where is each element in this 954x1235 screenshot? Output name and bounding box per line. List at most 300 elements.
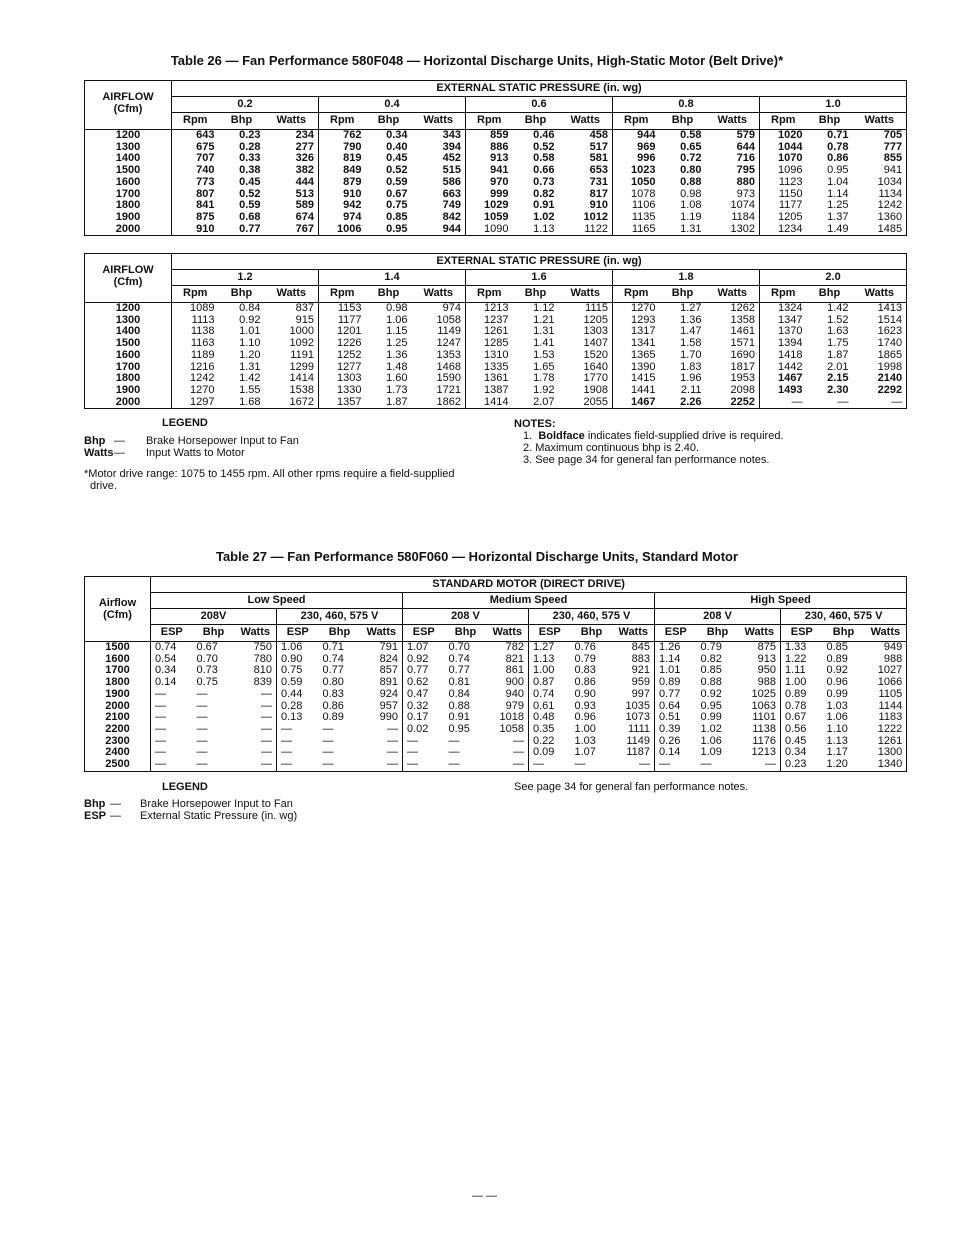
bhp-value: 0.46 [533,129,555,141]
table26-title: Table 26 — Fan Performance 580F048 — Horizontal Discharge Units, High-Static Motor (Belt Drive)* [170,53,784,68]
column-label: Rpm [319,113,366,130]
watts-value: — [361,747,403,759]
watts-value: — [487,736,529,748]
esp-value: 0.34 [155,664,177,677]
table27-note: See page 34 for general fan performance notes. [514,781,749,793]
bhp-value: 0.92 [700,687,722,700]
bhp-value: 0.84 [239,302,261,314]
rpm-value: 1347 [778,313,803,326]
esp-value: 1.07 [407,641,429,653]
bhp-value: 0.89 [826,652,848,665]
watts-value: 1571 [706,338,760,350]
rpm-value: 1050 [631,175,656,188]
bhp-value: 0.74 [448,652,470,665]
watts-value: 586 [412,177,466,189]
watts-value: — [235,712,277,724]
rpm-value: 1330 [337,383,362,396]
airflow-unit: (Cfm) [103,609,132,621]
watts-value: 1034 [877,175,903,188]
watts-value: 1191 [265,350,319,362]
rpm-value: 773 [196,175,215,188]
airflow-value: 1500 [85,165,172,177]
esp-value: 0.26 [659,734,681,747]
bhp-value: — [448,758,460,771]
airflow-label: AIRFLOW [102,91,154,103]
esp-value: 0.34 [785,746,807,759]
rpm-value: 969 [637,140,656,153]
column-label: Watts [853,113,907,130]
header-row [85,254,907,270]
column-label: Bhp [319,625,361,642]
bhp-value: 1.10 [826,722,848,735]
bhp-value: 0.66 [533,164,555,177]
esp-value: 0.90 [281,652,303,665]
watts-value: 2252 [706,397,760,409]
esp-value: 0.61 [533,699,555,712]
watts-value: 861 [487,665,529,677]
bhp-value: 1.37 [827,210,849,223]
column-label: Watts [487,625,529,642]
speed-row [85,593,907,609]
watts-value: 1027 [877,664,903,677]
rpm-value: 1096 [778,164,803,177]
bhp-value: 1.47 [680,325,702,338]
airflow-value: 1800 [85,373,172,385]
esp-value: — [155,699,166,712]
bhp-value: — [196,711,208,724]
bhp-value: 0.84 [448,687,470,700]
table-row [85,759,907,771]
rpm-value: 913 [490,152,509,165]
esp-value: — [155,734,166,747]
watts-value: 1865 [877,348,903,361]
rpm-value: 1213 [484,302,509,314]
bhp-value: — [448,746,460,759]
bhp-value: 1.02 [700,722,722,735]
watts-value: 1262 [706,303,760,315]
rpm-value: 1390 [631,360,656,373]
bhp-value: — [196,746,208,759]
bhp-value: 0.77 [322,664,344,677]
bhp-value: 2.01 [827,360,849,373]
airflow-label: AIRFLOW [102,264,154,276]
bhp-value: 1.04 [827,175,849,188]
pressure-row [85,97,907,113]
pressure-row [85,270,907,286]
watts-value: 855 [883,152,903,165]
esp-value: 0.17 [407,711,429,724]
bhp-value: 1.27 [680,302,702,314]
watts-value: — [739,759,781,771]
column-label: Bhp [445,625,487,642]
esp-value: 1.00 [785,676,807,689]
rpm-value: 1059 [484,210,509,223]
watts-value: 777 [883,140,903,153]
bhp-value: — [837,395,849,408]
rpm-value: 841 [196,199,215,212]
watts-value: — [361,724,403,736]
watts-value: 1640 [559,362,613,374]
rpm-value: 1277 [337,360,362,373]
rpm-value: 942 [343,199,362,212]
watts-value: 277 [265,142,319,154]
watts-value: 458 [559,130,613,142]
table27 [84,576,907,772]
watts-value: 1485 [877,222,903,235]
column-label: Rpm [613,286,660,303]
pressure-header: 0.8 [613,97,760,113]
watts-value: 949 [883,641,903,653]
watts-value: 915 [265,315,319,327]
rpm-value: 1252 [337,348,362,361]
bhp-value: 1.25 [827,199,849,212]
watts-value: 1122 [559,224,613,236]
bhp-value: 0.95 [700,699,722,712]
watts-value: 515 [412,165,466,177]
esp-value: 1.14 [659,652,681,665]
esp-value: — [659,758,670,771]
bhp-value: — [322,722,334,735]
pressure-header: 1.4 [319,270,466,286]
column-label: Bhp [660,286,706,303]
watts-value: 1770 [559,373,613,385]
bhp-value: 1.20 [826,758,848,771]
watts-value: 1299 [265,362,319,374]
watts-value: 1101 [739,712,781,724]
esp-value: — [155,722,166,735]
column-label: Rpm [613,113,660,130]
voltage-row [85,609,907,625]
table26-legend [84,435,384,459]
rpm-value: 1150 [778,187,803,200]
bhp-value: 1.14 [827,187,849,200]
bhp-value: 0.93 [574,699,596,712]
bhp-value: 0.85 [386,210,408,223]
rpm-value: 1324 [778,302,803,314]
bhp-value: 0.71 [827,129,849,141]
airflow-value: 1900 [85,689,151,701]
bhp-value: 0.38 [239,164,261,177]
column-label: Rpm [760,286,807,303]
bhp-value: 0.98 [386,302,408,314]
watts-value: 1213 [739,747,781,759]
bhp-value: 1.73 [386,383,408,396]
bhp-value: 1.17 [826,746,848,759]
watts-value: 979 [487,701,529,713]
bhp-value: 1.00 [574,722,596,735]
bhp-value: — [322,734,334,747]
esp-value: — [155,687,166,700]
rpm-value: 1020 [778,129,803,141]
rpm-value: 1415 [631,372,656,385]
watts-value: 1340 [877,758,903,771]
airflow-value: 2500 [85,759,151,771]
bhp-value: 1.02 [533,210,555,223]
bhp-value: 0.83 [574,664,596,677]
watts-value: — [487,747,529,759]
watts-value: — [361,759,403,771]
bhp-value: 0.99 [700,711,722,724]
bhp-value: 0.75 [196,676,218,689]
watts-value: 1105 [878,687,903,700]
column-label: Rpm [172,286,219,303]
watts-value: 1862 [412,397,466,409]
rpm-value: 807 [196,187,215,200]
rpm-value: 1394 [778,337,803,350]
bhp-value: 0.99 [826,687,848,700]
watts-value: 1461 [706,326,760,338]
bhp-value: 2.11 [680,383,702,396]
airflow-value: 1700 [85,665,151,677]
airflow-value: 2000 [85,701,151,713]
airflow-value: 2000 [85,397,172,409]
watts-value: 1407 [559,338,613,350]
watts-value: 1092 [265,338,319,350]
watts-value: 1058 [412,315,466,327]
esp-value: 0.47 [407,687,429,700]
bhp-value: 0.52 [386,164,408,177]
watts-value: 2055 [559,397,613,409]
column-label: Rpm [760,113,807,130]
pressure-header: 1.0 [760,97,907,113]
bhp-value: 0.67 [386,187,408,200]
esp-value: 0.64 [659,699,681,712]
watts-value: 234 [265,130,319,142]
esp-value: 0.28 [281,699,303,712]
watts-value: 891 [361,677,403,689]
watts-value: 900 [487,677,529,689]
rpm-value: 1106 [631,199,656,212]
column-label: ESP [403,625,445,642]
bhp-value: 0.58 [680,129,702,141]
table27-legend [84,798,384,822]
bhp-value: — [196,687,208,700]
table27-title: Table 27 — Fan Performance 580F060 — Horizontal Discharge Units, Standard Motor [215,549,739,564]
esp-value: 0.14 [659,746,681,759]
airflow-value: 1300 [85,142,172,154]
table26-block2 [84,253,907,409]
bhp-value: 0.70 [196,652,218,665]
bhp-value: 0.75 [386,199,408,212]
bhp-value: 1.68 [239,395,261,408]
bhp-value: 0.92 [239,313,261,326]
bhp-value: 0.65 [680,140,702,153]
bhp-value: 0.96 [826,676,848,689]
watts-value: 653 [559,165,613,177]
esp-value: — [533,758,544,771]
column-label: Watts [361,625,403,642]
watts-value: 517 [559,142,613,154]
bhp-value: 0.70 [448,641,470,653]
rpm-value: 740 [196,164,215,177]
watts-value: 1520 [559,350,613,362]
bhp-value: 2.07 [533,395,555,408]
airflow-value: 2000 [85,224,172,236]
bhp-value: 0.96 [574,711,596,724]
rpm-value: 875 [196,210,215,223]
watts-value: 990 [361,712,403,724]
bhp-value: 0.33 [239,152,261,165]
esp-value: — [281,722,292,735]
rpm-value: 1261 [484,325,509,338]
watts-value: 1261 [877,734,903,747]
rpm-value: 1205 [778,210,803,223]
watts-value: — [235,747,277,759]
table26-block1 [84,80,907,236]
table27-legend-heading: LEGEND [162,781,208,793]
table-row [85,224,907,236]
watts-value: 791 [361,642,403,654]
column-label: Rpm [466,113,513,130]
rpm-value: 974 [343,210,362,223]
watts-value: 767 [265,224,319,236]
rpm-value: 1237 [484,313,509,326]
esp-value: 1.13 [533,652,555,665]
watts-value: 780 [235,654,277,666]
rpm-value: 1078 [631,187,656,200]
bhp-value: 1.08 [680,199,702,212]
watts-value: 1035 [613,701,655,713]
watts-value: 988 [883,652,903,665]
pressure-header: 1.2 [172,270,319,286]
column-label: Watts [412,286,466,303]
table-row [85,736,907,748]
column-label: Bhp [193,625,235,642]
watts-value: 1018 [487,712,529,724]
voltage-header: 208 V [403,609,529,625]
airflow-value: 2300 [85,736,151,748]
watts-value: 1111 [613,724,655,736]
watts-value: 2292 [877,383,903,396]
voltage-header: 208V [151,609,277,625]
bhp-value: 0.73 [196,664,218,677]
watts-value: 988 [739,677,781,689]
bhp-value: 0.40 [386,140,408,153]
watts-value: 1468 [412,362,466,374]
watts-value: 1149 [412,326,466,338]
bhp-value: 0.59 [239,199,261,212]
airflow-value: 1300 [85,315,172,327]
bhp-value: — [196,734,208,747]
rpm-value: 1177 [337,313,362,326]
legend-item-watts: Watts— Input Watts to Motor [84,447,245,459]
bhp-value: 0.91 [533,199,555,212]
bhp-value: 1.53 [533,348,555,361]
watts-value: 1138 [739,724,781,736]
column-label-row [85,113,907,130]
column-label: Rpm [466,286,513,303]
bhp-value: 1.55 [239,383,261,396]
watts-value: 1247 [412,338,466,350]
column-label: Watts [265,286,319,303]
bhp-value: 0.23 [239,129,261,141]
watts-value: 795 [706,165,760,177]
rpm-value: 1317 [631,325,656,338]
rpm-value: 819 [343,152,362,165]
airflow-value: 1400 [85,153,172,165]
rpm-value: 1361 [484,372,509,385]
rpm-value: 879 [343,175,362,188]
bhp-value: 0.85 [700,664,722,677]
esp-value: 0.87 [533,676,555,689]
watts-value: 1623 [877,325,903,338]
bhp-value: 0.88 [700,676,722,689]
rpm-value: 1163 [190,337,215,350]
rpm-value: 910 [343,187,362,200]
rpm-value: 1226 [337,337,362,350]
bhp-value: — [574,758,586,771]
rpm-value: — [791,395,803,408]
watts-value: — [361,736,403,748]
esp-value: — [155,758,166,771]
bhp-value: 1.31 [533,325,555,338]
esp-value: — [281,758,292,771]
watts-value: 444 [265,177,319,189]
esp-value: 1.27 [533,641,555,653]
rpm-value: 1341 [631,337,656,350]
legend-item-bhp: Bhp — Brake Horsepower Input to Fan [84,435,299,447]
airflow-value: 1600 [85,350,172,362]
esp-value: — [407,758,418,771]
rpm-value: 1070 [778,152,803,165]
watts-value: 750 [235,642,277,654]
watts-value: 941 [883,164,903,177]
airflow-value: 1500 [85,642,151,654]
bhp-value: — [196,699,208,712]
watts-value: 1115 [559,303,613,315]
airflow-value: 1500 [85,338,172,350]
watts-value: — [891,395,903,408]
bhp-value: 1.06 [826,711,848,724]
column-label: Watts [559,286,613,303]
bhp-value: 0.58 [533,152,555,165]
table26-footnote: *Motor drive range: 1075 to 1455 rpm. All other rpms require a field-supplied drive. [84,468,455,492]
watts-value: 1998 [877,360,903,373]
voltage-header: 230, 460, 575 V [529,609,655,625]
bhp-value: 0.28 [239,140,261,153]
watts-value: 1353 [412,350,466,362]
esp-header: EXTERNAL STATIC PRESSURE (in. wg) [172,81,907,97]
table26-notes: NOTES: 1. Boldface indicates field-supplied drive is required. 2. Maximum continuous bhp is 2.40. 3. See page 34 for general fan performance notes. [514,418,784,466]
rpm-value: 1153 [337,302,362,314]
esp-value: 0.75 [281,664,303,677]
watts-value: 1590 [412,373,466,385]
rpm-value: 1090 [484,222,509,235]
rpm-value: 1414 [484,395,509,408]
rpm-value: 1029 [484,199,509,212]
bhp-value: 1.03 [826,699,848,712]
esp-value: 0.39 [659,722,681,735]
bhp-value: 0.79 [574,652,596,665]
bhp-value: 0.74 [322,652,344,665]
column-label-row [85,286,907,303]
bhp-value: 1.15 [386,325,408,338]
table-row [85,747,907,759]
esp-value: 0.45 [785,734,807,747]
column-label: Rpm [172,113,219,130]
bhp-value: 0.67 [196,641,218,653]
bhp-value: 2.30 [827,383,849,396]
watts-value: 1414 [265,373,319,385]
airflow-unit: (Cfm) [113,103,143,115]
bhp-value: 1.07 [574,746,596,759]
bhp-value: 1.96 [680,372,702,385]
bhp-value: 1.36 [386,348,408,361]
watts-value: 382 [265,165,319,177]
header-row [85,577,907,593]
column-label: Bhp [513,286,559,303]
rpm-value: 675 [196,140,215,153]
